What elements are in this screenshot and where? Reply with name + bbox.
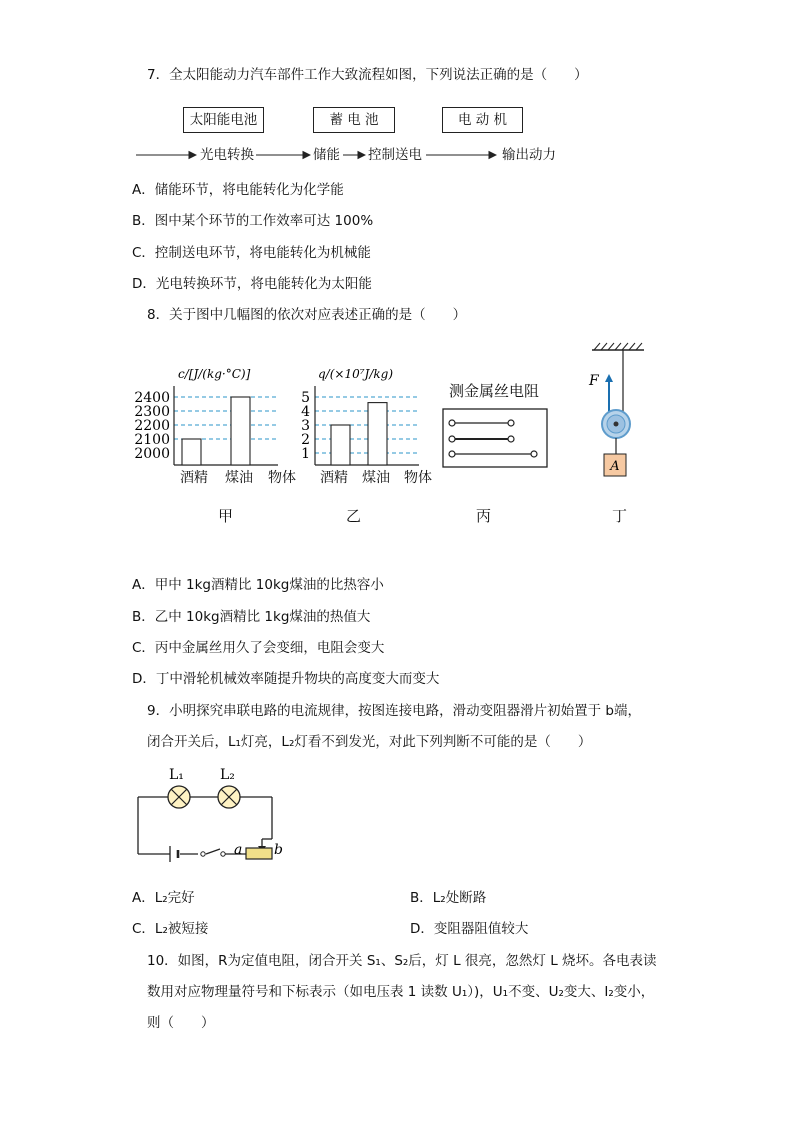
flow-step-1: 光电转换	[200, 147, 254, 163]
q9-option-b: B．L₂处断路	[410, 890, 487, 906]
fig-yi-cat-object: 物体	[404, 470, 432, 486]
rheostat-end-b: b	[274, 842, 283, 858]
fig-yi-tick-3: 3	[301, 418, 310, 434]
fig-yi-tick-1: 1	[301, 446, 310, 462]
fig-bing-caption: 丙	[476, 507, 492, 525]
fig-yi-cat-alcohol: 酒精	[320, 470, 348, 486]
fig-jia-cat-kerosene: 煤油	[225, 470, 253, 486]
lamp-l1-label: L₁	[169, 767, 184, 783]
q9-option-a: A．L₂完好	[132, 890, 195, 906]
ceiling-hatch	[594, 343, 642, 350]
lamp-l2	[218, 786, 240, 808]
fig-bing-title: 测金属丝电阻	[449, 382, 540, 400]
fig-jia-tick-2000: 2000	[134, 446, 170, 462]
q9-option-c: C．L₂被短接	[132, 921, 209, 937]
fig-yi-caption: 乙	[346, 507, 362, 525]
fig-jia-bar-alcohol	[182, 439, 201, 465]
fig-yi-bar-kerosene	[368, 403, 387, 465]
fig-ding-block-label: A	[610, 459, 620, 474]
q9-stem-line1: 9．小明探究串联电路的电流规律，按图连接电路，滑动变阻器滑片初始置于 b端，	[147, 703, 641, 719]
q9-stem-line2: 闭合开关后，L₁灯亮，L₂灯看不到发光，对此下列判断不可能的是（ ）	[147, 734, 592, 750]
q10-line3: 则（ ）	[147, 1015, 215, 1031]
q10-line1: 10．如图，R为定值电阻，闭合开关 S₁、S₂后，灯 L 很亮，忽然灯 L 烧坏。各电表读	[147, 953, 657, 969]
q8-stem: 8．关于图中几幅图的依次对应表述正确的是（ ）	[147, 307, 467, 323]
fig-jia-gridlines	[174, 397, 276, 439]
q7-stem: 7．全太阳能动力汽车部件工作大致流程如图，下列说法正确的是（ ）	[147, 67, 588, 83]
fig-jia-cat-alcohol: 酒精	[180, 470, 208, 486]
rheostat-end-a: a	[234, 842, 243, 858]
lamp-l2-label: L₂	[220, 767, 235, 783]
q10-line2: 数用对应物理量符号和下标表示（如电压表 1 读数 U₁）)，U₁不变、U₂变大、I₂变小，	[147, 984, 655, 1000]
q7-option-a: A．储能环节，将电能转化为化学能	[132, 182, 344, 198]
q8-option-c: C．丙中金属丝用久了会变细，电阻会变大	[132, 640, 385, 656]
fig-ding-pulley	[580, 340, 650, 485]
fig-yi-cat-kerosene: 煤油	[362, 470, 390, 486]
flow-step-4: 输出动力	[502, 147, 556, 163]
flow-step-3: 控制送电	[368, 147, 422, 163]
fig-jia-ylabel: c/[J/(kg·°C)]	[178, 367, 251, 381]
q9-circuit	[128, 762, 298, 872]
q8-option-a: A．甲中 1kg酒精比 10kg煤油的比热容小	[132, 577, 384, 593]
q8-option-b: B．乙中 10kg酒精比 1kg煤油的热值大	[132, 609, 371, 625]
q7-option-c: C．控制送电环节，将电能转化为机械能	[132, 245, 371, 261]
fig-yi-bar-alcohol	[331, 425, 350, 465]
fig-jia-tick-2400: 2400	[134, 390, 170, 406]
fig-yi-gridlines	[315, 397, 417, 453]
fig-yi-ylabel: q/(×10⁷J/kg)	[318, 367, 394, 381]
fig-jia-caption: 甲	[218, 507, 234, 525]
fig-jia-tick-2300: 2300	[134, 404, 170, 420]
fig-yi-tick-4: 4	[301, 404, 310, 420]
fig-bing-wire-board	[442, 408, 550, 470]
q7-option-d: D．光电转换环节，将电能转化为太阳能	[132, 276, 372, 292]
fig-yi-tick-5: 5	[301, 390, 310, 406]
lamp-l1	[168, 786, 190, 808]
rheostat	[246, 848, 272, 859]
flow-step-2: 储能	[313, 147, 340, 163]
fig-yi-tick-2: 2	[301, 432, 310, 448]
fig-jia-bar-kerosene	[231, 397, 250, 465]
battery-box: 蓄 电 池	[313, 107, 395, 133]
fig-jia-tick-2200: 2200	[134, 418, 170, 434]
fig-ding-force-label: F	[589, 373, 599, 389]
motor-box: 电 动 机	[442, 107, 523, 133]
q9-option-d: D．变阻器阻值较大	[410, 921, 529, 937]
solar-cell-box: 太阳能电池	[183, 107, 264, 133]
fig-ding-caption: 丁	[612, 507, 628, 525]
fig-jia-cat-object: 物体	[268, 470, 296, 486]
q8-option-d: D．丁中滑轮机械效率随提升物块的高度变大而变大	[132, 671, 440, 687]
force-arrow	[605, 374, 613, 382]
fig-jia-tick-2100: 2100	[134, 432, 170, 448]
q7-option-b: B．图中某个环节的工作效率可达 100%	[132, 213, 374, 229]
